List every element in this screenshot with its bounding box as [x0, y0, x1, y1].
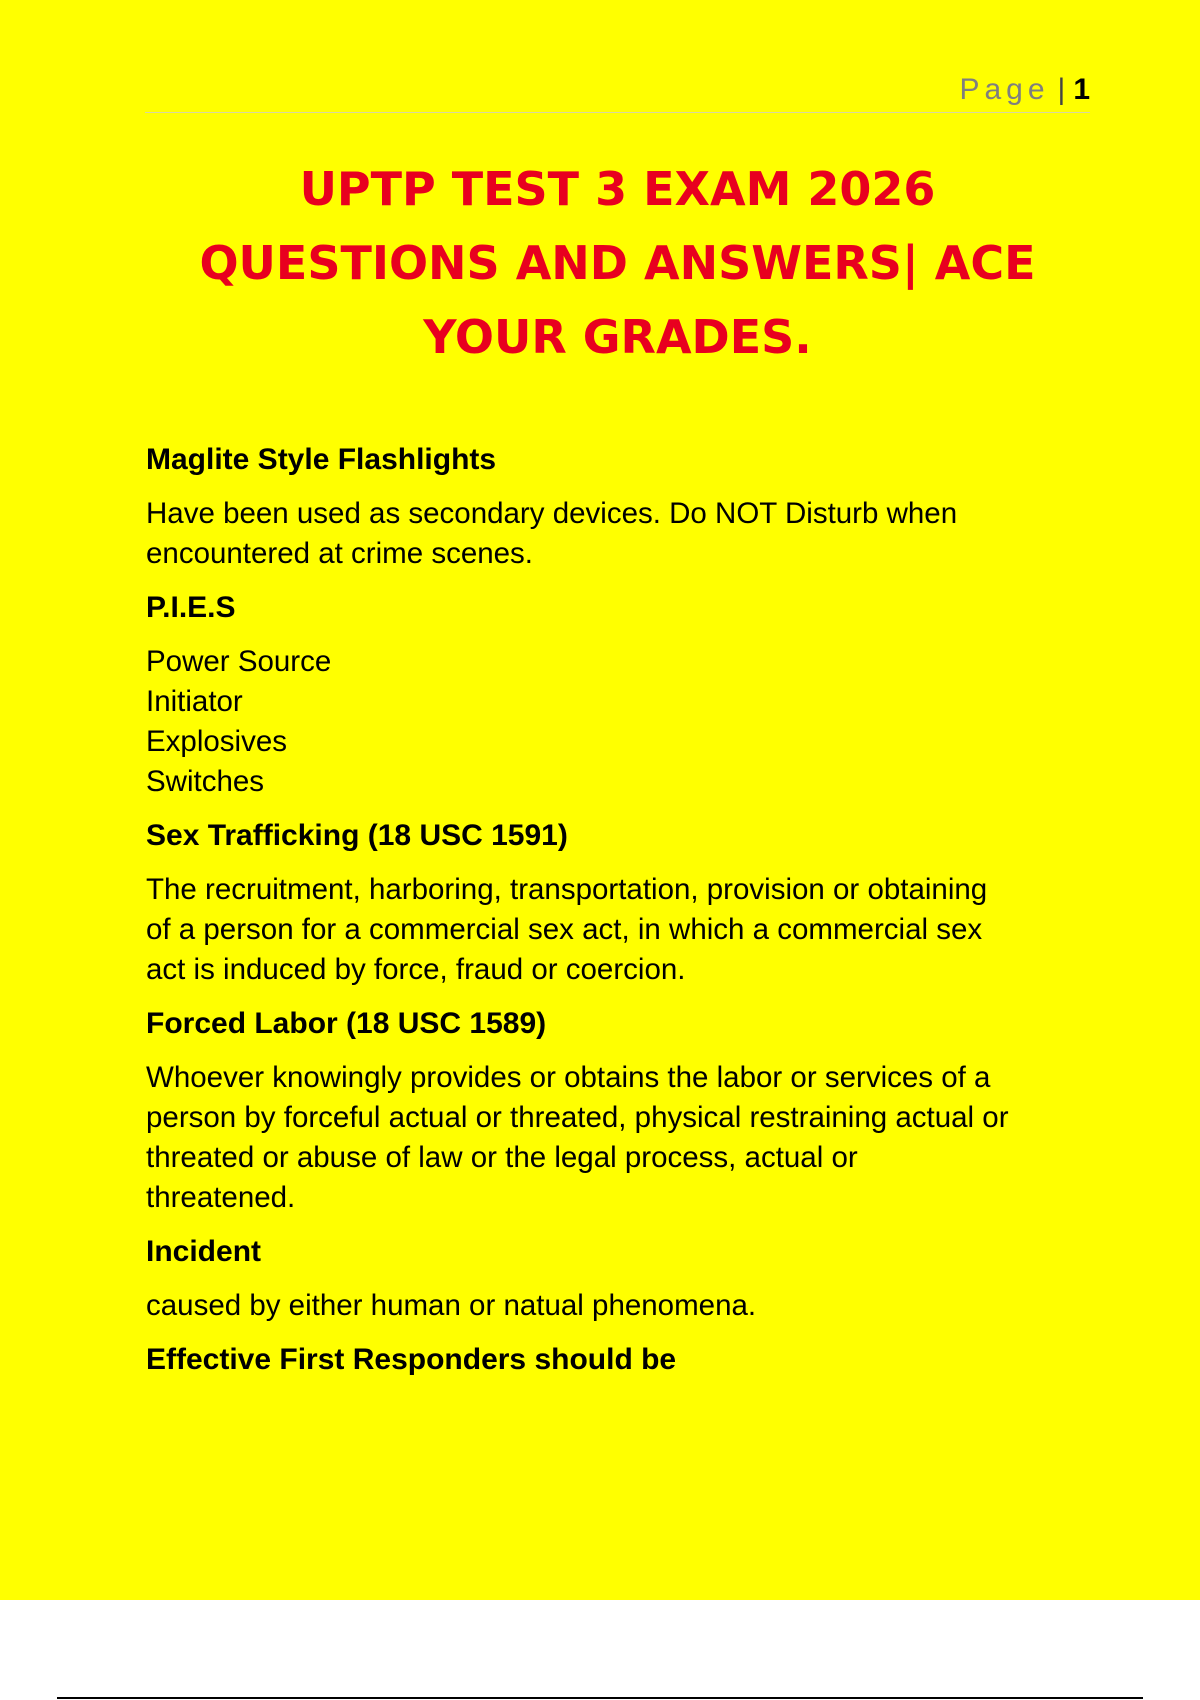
definition-line: person by forceful actual or threated, physical restraining actual or — [146, 1101, 1009, 1134]
term-definition — [146, 1286, 1091, 1326]
term-heading: Maglite Style Flashlights — [146, 443, 497, 476]
title-line: UPTP TEST 3 EXAM 2026 — [299, 162, 936, 216]
definition-line: Have been used as secondary devices. Do NOT Disturb when — [146, 497, 958, 530]
definition-line: threated or abuse of law or the legal process, actual or — [146, 1141, 858, 1174]
definition-line: encountered at crime scenes. — [146, 537, 533, 570]
definition-line: Switches — [146, 765, 265, 798]
page-label: Page — [959, 73, 1050, 106]
term-heading: Incident — [146, 1235, 262, 1268]
definition-line: act is induced by force, fraud or coercion. — [146, 953, 686, 986]
qa-content — [146, 440, 1091, 1394]
term-definition — [146, 870, 1091, 990]
term-heading: P.I.E.S — [146, 591, 236, 624]
page-separator: | — [1057, 73, 1066, 106]
term-heading: Effective First Responders should be — [146, 1343, 677, 1376]
term-definition — [146, 642, 1091, 802]
document-title — [145, 152, 1090, 374]
definition-line: The recruitment, harboring, transportation, provision or obtaining — [146, 873, 988, 906]
definition-line: Whoever knowingly provides or obtains the labor or services of a — [146, 1061, 991, 1094]
definition-line: Power Source — [146, 645, 332, 678]
page-number: 1 — [1073, 73, 1090, 106]
definition-line: Explosives — [146, 725, 288, 758]
term-heading: Forced Labor (18 USC 1589) — [146, 1007, 547, 1040]
term-heading: Sex Trafficking (18 USC 1591) — [146, 819, 568, 852]
page-divider-line — [57, 1697, 1143, 1699]
term-definition — [146, 494, 1091, 574]
page-header — [145, 70, 1090, 113]
title-line: YOUR GRADES. — [423, 310, 812, 364]
term-definition — [146, 1058, 1091, 1218]
definition-line: Initiator — [146, 685, 243, 718]
definition-line: of a person for a commercial sex act, in which a commercial sex — [146, 913, 983, 946]
definition-line: threatened. — [146, 1181, 296, 1214]
definition-line: caused by either human or natual phenomena. — [146, 1289, 757, 1322]
title-line: QUESTIONS AND ANSWERS| ACE — [199, 236, 1036, 290]
